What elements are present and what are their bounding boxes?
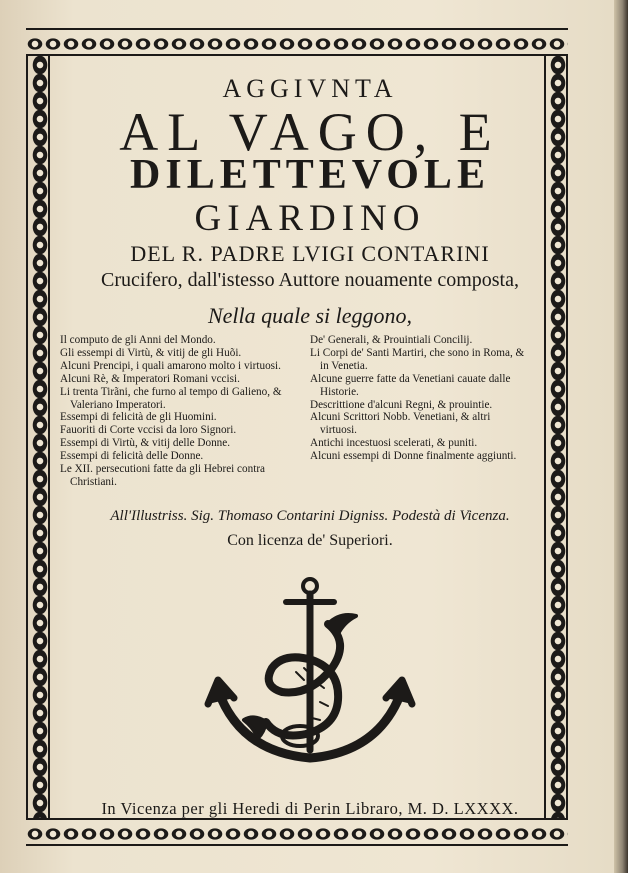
- contents-item: Alcune guerre fatte da Venetiani cauate dalle Historie.: [310, 372, 511, 398]
- contents-heading: Nella quale si leggono,: [207, 303, 413, 328]
- contents-item: Gli essempi di Virtù, & vitij de gli Huõi.: [60, 346, 242, 359]
- title-line-2: AL VAGO, E: [119, 102, 501, 162]
- contents-item: Il computo de gli Anni del Mondo.: [60, 334, 216, 346]
- border-top-ornament-icon: [26, 28, 568, 56]
- page-edge: [614, 0, 628, 873]
- author-line: DEL R. PADRE LVIGI CONTARINI: [130, 241, 490, 266]
- contents-item: Essempi di felicità delle Donne.: [60, 450, 204, 463]
- contents-item: Fauoriti di Corte vccisi da loro Signori.: [60, 424, 237, 437]
- contents-item: Li trenta Tirãni, che furno al tempo di Galieno, & Valeriano Imperatori.: [60, 385, 282, 411]
- contents-item: Le XII. persecutioni fatte da gli Hebrei contra Christiani.: [60, 463, 266, 488]
- contents-item: De' Generali, & Prouintiali Concilij.: [310, 334, 473, 346]
- contents-item: Antichi incestuosi scelerati, & puniti.: [310, 437, 478, 450]
- license-line: Con licenza de' Superiori.: [227, 532, 393, 549]
- contents-item: Li Corpi de' Santi Martiri, che sono in Roma, & in Venetia.: [310, 346, 525, 372]
- contents-item: Alcuni essempi di Donne finalmente aggiunti.: [310, 450, 517, 463]
- anchor-with-dolphin-icon: [200, 572, 420, 782]
- border-bottom-ornament-icon: [26, 818, 568, 846]
- contents-item: Descrittione d'alcuni Regni, & prouintie.: [310, 398, 493, 411]
- contents-item: Alcuni Rè, & Imperatori Romani vccisi.: [60, 372, 240, 385]
- contents-left-column: [60, 334, 306, 489]
- title-line-1: AGGIVNTA: [222, 74, 398, 103]
- title-line-3: DILETTEVOLE: [130, 152, 490, 198]
- author-description: Crucifero, dall'istesso Auttore nouamente composta,: [101, 269, 519, 291]
- contents-item: Alcuni Scrittori Nobb. Venetiani, & altri virtuosi.: [310, 411, 491, 437]
- contents-right-column: [310, 334, 528, 463]
- border-left-ornament-icon: [26, 56, 50, 818]
- contents-item: Essempi di Virtù, & vitij delle Donne.: [60, 437, 231, 450]
- dedication: All'Illustriss. Sig. Thomaso Contarini Digniss. Podestà di Vicenza.: [110, 508, 510, 524]
- contents-item: Essempi di felicità de gli Huomini.: [60, 411, 217, 424]
- contents-item: Alcuni Prencipi, i quali amarono molto i virtuosi.: [60, 359, 281, 372]
- title-line-4: GIARDINO: [194, 198, 426, 239]
- imprint-line: In Vicenza per gli Heredi di Perin Libraro, M. D. LXXXX.: [101, 799, 519, 818]
